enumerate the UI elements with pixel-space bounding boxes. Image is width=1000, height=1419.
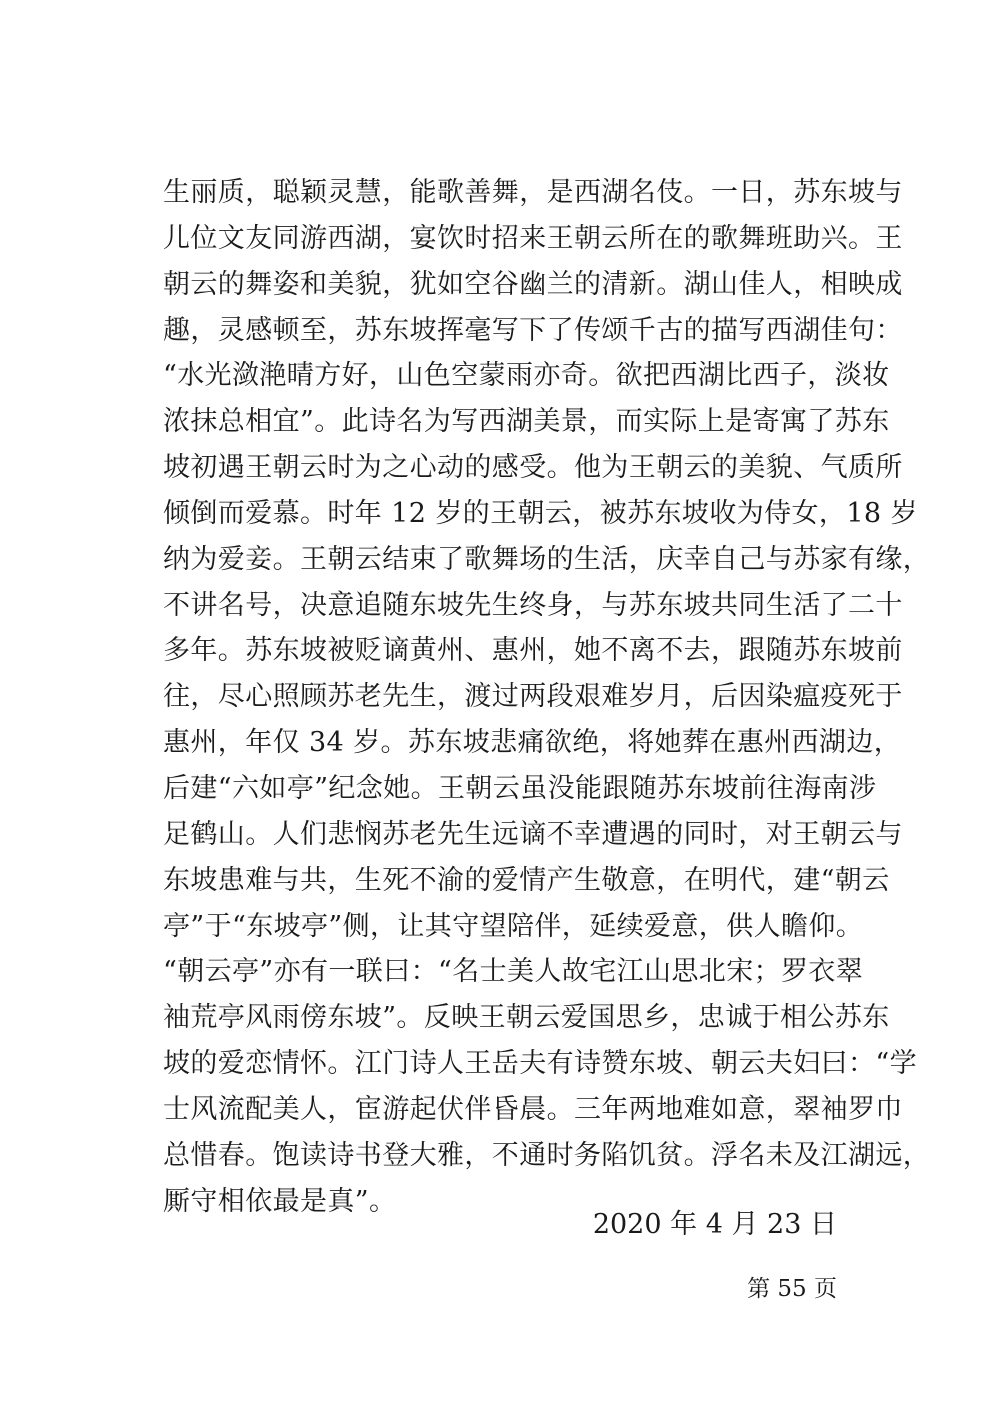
body-line: 纳为爱妾。王朝云结束了歌舞场的生活，庆幸自己与苏家有缘， xyxy=(163,543,931,575)
body-line: 生丽质，聪颖灵慧，能歌善舞，是西湖名伎。一日，苏东坡与 xyxy=(163,177,903,208)
body-line: 东坡患难与共，生死不渝的爱情产生敬意，在明代，建“朝云 xyxy=(163,864,890,896)
body-line: “水光潋滟晴方好，山色空蒙雨亦奇。欲把西湖比西子，淡妆 xyxy=(163,360,890,392)
date-line: 2020 年 4 月 23 日 xyxy=(592,1209,837,1240)
body-line: 后建“六如亭”纪念她。王朝云虽没能跟随苏东坡前往海南涉 xyxy=(163,772,877,804)
body-line: 厮守相依最是真”。 xyxy=(163,1185,397,1217)
body-line: 坡初遇王朝云时为之心动的感受。他为王朝云的美貌、气质所 xyxy=(163,452,903,484)
body-line: 不讲名号，决意追随东坡先生终身，与苏东坡共同生活了二十 xyxy=(163,589,903,621)
page-number: 第 55 页 xyxy=(747,1276,837,1302)
body-line: 总惜春。饱读诗书登大雅，不通时务陷饥贫。浮名未及江湖远， xyxy=(163,1139,931,1171)
body-line: 士风流配美人，宦游起伏伴昏晨。三年两地难如意，翠袖罗巾 xyxy=(163,1093,903,1125)
body-line: “朝云亭”亦有一联曰：“名士美人故宅江山思北宋；罗衣翠 xyxy=(163,956,864,988)
body-line: 儿位文友同游西湖，宴饮时招来王朝云所在的歌舞班助兴。王 xyxy=(163,222,903,254)
body-line: 往，尽心照顾苏老先生，渡过两段艰难岁月，后因染瘟疫死于 xyxy=(163,681,903,713)
body-line: 趣，灵感顿至，苏东坡挥毫写下了传颂千古的描写西湖佳句： xyxy=(163,314,903,346)
body-line: 朝云的舞姿和美貌，犹如空谷幽兰的清新。湖山佳人，相映成 xyxy=(163,268,903,300)
body-text xyxy=(163,170,931,1224)
body-line: 多年。苏东坡被贬谪黄州、惠州，她不离不去，跟随苏东坡前 xyxy=(163,635,903,667)
body-line: 亭”于“东坡亭”侧，让其守望陪伴，延续爱意，供人瞻仰。 xyxy=(163,910,864,942)
body-line: 浓抹总相宜”。此诗名为写西湖美景，而实际上是寄寓了苏东 xyxy=(163,406,890,438)
body-line: 倾倒而爱慕。时年 12 岁的王朝云，被苏东坡收为侍女，18 岁 xyxy=(163,497,918,529)
body-line: 坡的爱恋情怀。江门诗人王岳夫有诗赞东坡、朝云夫妇曰：“学 xyxy=(163,1048,918,1080)
body-line: 惠州，年仅 34 岁。苏东坡悲痛欲绝，将她葬在惠州西湖边， xyxy=(163,727,902,759)
body-line: 袖荒亭风雨傍东坡”。反映王朝云爱国思乡，忠诚于相公苏东 xyxy=(163,1002,890,1034)
body-line: 足鹤山。人们悲悯苏老先生远谪不幸遭遇的同时，对王朝云与 xyxy=(163,818,903,850)
